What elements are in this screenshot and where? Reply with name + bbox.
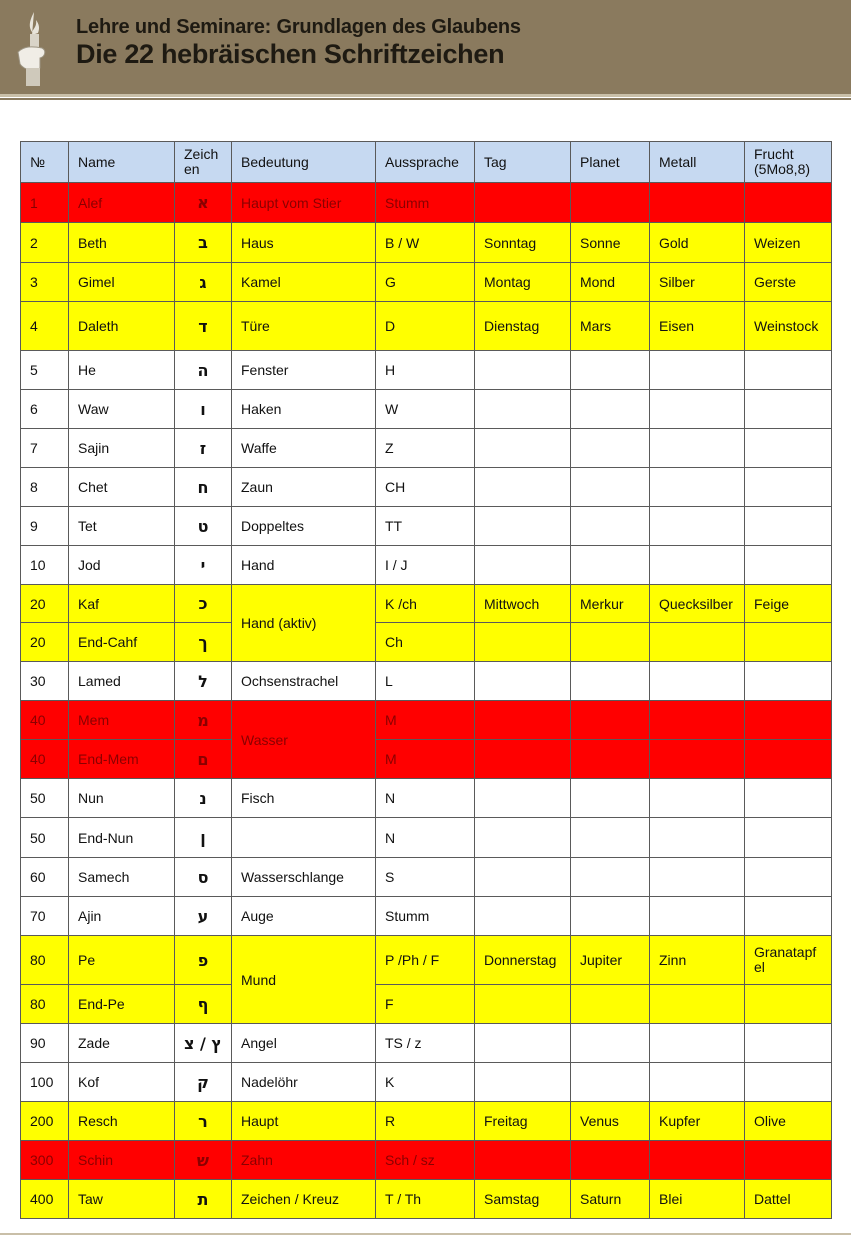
table-cell xyxy=(745,740,832,779)
table-cell xyxy=(650,858,745,897)
table-cell: 50 xyxy=(21,818,69,858)
table-cell xyxy=(571,1141,650,1180)
table-row xyxy=(21,468,832,507)
table-cell: 10 xyxy=(21,546,69,585)
table-cell: Schin xyxy=(69,1141,175,1180)
table-cell xyxy=(745,897,832,936)
table-cell: 90 xyxy=(21,1024,69,1063)
table-cell: K /ch xyxy=(376,585,475,623)
table-cell: 400 xyxy=(21,1180,69,1219)
table-cell: Pe xyxy=(69,936,175,985)
table-cell: Gerste xyxy=(745,263,832,302)
table-cell: Kof xyxy=(69,1063,175,1102)
table-cell: Venus xyxy=(571,1102,650,1141)
table-row xyxy=(21,1024,832,1063)
table-cell: 7 xyxy=(21,429,69,468)
table-cell xyxy=(571,351,650,390)
table-cell xyxy=(571,1063,650,1102)
table-cell xyxy=(745,858,832,897)
table-row xyxy=(21,263,832,302)
table-cell: Gold xyxy=(650,223,745,263)
table-cell: End-Nun xyxy=(69,818,175,858)
table-cell: Zaun xyxy=(232,468,376,507)
table-row xyxy=(21,429,832,468)
table-cell: Haus xyxy=(232,223,376,263)
table-cell xyxy=(745,779,832,818)
table-cell: B / W xyxy=(376,223,475,263)
table-cell: Samech xyxy=(69,858,175,897)
table-cell: Fisch xyxy=(232,779,376,818)
table-cell: ק xyxy=(175,1063,232,1102)
table-cell xyxy=(571,468,650,507)
table-cell xyxy=(475,507,571,546)
table-cell: K xyxy=(376,1063,475,1102)
table-row xyxy=(21,662,832,701)
column-header: Aussprache xyxy=(376,142,475,183)
table-cell: Wasserschlange xyxy=(232,858,376,897)
table-cell: D xyxy=(376,302,475,351)
table-cell: 80 xyxy=(21,985,69,1024)
table-cell: Daleth xyxy=(69,302,175,351)
table-cell: Olive xyxy=(745,1102,832,1141)
table-cell: ך xyxy=(175,623,232,662)
table-cell: Montag xyxy=(475,263,571,302)
table-cell: TT xyxy=(376,507,475,546)
table-cell xyxy=(650,779,745,818)
table-cell: S xyxy=(376,858,475,897)
header-divider xyxy=(0,98,851,100)
table-cell xyxy=(571,779,650,818)
table-row xyxy=(21,779,832,818)
table-cell: כ xyxy=(175,585,232,623)
table-cell: Haken xyxy=(232,390,376,429)
table-cell: Silber xyxy=(650,263,745,302)
table-cell xyxy=(650,662,745,701)
table-cell: Sch / sz xyxy=(376,1141,475,1180)
table-cell: א xyxy=(175,183,232,223)
table-cell: Beth xyxy=(69,223,175,263)
table-cell xyxy=(650,1024,745,1063)
table-cell xyxy=(650,1063,745,1102)
table-cell: Nadelöhr xyxy=(232,1063,376,1102)
page-title: Die 22 hebräischen Schriftzeichen xyxy=(76,39,505,69)
table-cell xyxy=(650,985,745,1024)
table-cell xyxy=(745,1024,832,1063)
table-cell xyxy=(571,818,650,858)
table-cell: Taw xyxy=(69,1180,175,1219)
table-cell: Stumm xyxy=(376,897,475,936)
table-cell: ם xyxy=(175,740,232,779)
table-cell: ז xyxy=(175,429,232,468)
table-cell xyxy=(650,390,745,429)
table-cell xyxy=(571,429,650,468)
column-header: Frucht (5Mo8,8) xyxy=(745,142,832,183)
table-cell: Alef xyxy=(69,183,175,223)
table-cell xyxy=(650,429,745,468)
table-cell: Quecksilber xyxy=(650,585,745,623)
table-cell xyxy=(650,1141,745,1180)
table-cell: י xyxy=(175,546,232,585)
table-cell xyxy=(745,390,832,429)
table-cell xyxy=(745,183,832,223)
table-cell: Zeichen / Kreuz xyxy=(232,1180,376,1219)
table-cell: ט xyxy=(175,507,232,546)
table-cell: מ xyxy=(175,701,232,740)
column-header: Planet xyxy=(571,142,650,183)
table-cell: Ajin xyxy=(69,897,175,936)
table-cell: 30 xyxy=(21,662,69,701)
table-cell xyxy=(475,985,571,1024)
table-cell: 40 xyxy=(21,740,69,779)
table-cell: Dattel xyxy=(745,1180,832,1219)
column-header: Metall xyxy=(650,142,745,183)
footer-divider xyxy=(0,1233,851,1235)
table-cell: Z xyxy=(376,429,475,468)
table-cell: Granatapf el xyxy=(745,936,832,985)
table-cell: Hand xyxy=(232,546,376,585)
table-cell: Fenster xyxy=(232,351,376,390)
table-row xyxy=(21,818,832,858)
table-cell xyxy=(745,1063,832,1102)
table-cell: P /Ph / F xyxy=(376,936,475,985)
table-row xyxy=(21,623,832,662)
table-cell: M xyxy=(376,701,475,740)
table-cell: ס xyxy=(175,858,232,897)
table-row xyxy=(21,302,832,351)
table-cell: Resch xyxy=(69,1102,175,1141)
table-cell: CH xyxy=(376,468,475,507)
table-cell xyxy=(232,818,376,858)
table-cell xyxy=(650,546,745,585)
table-cell: 8 xyxy=(21,468,69,507)
table-cell: Eisen xyxy=(650,302,745,351)
table-row xyxy=(21,390,832,429)
table-row xyxy=(21,985,832,1024)
table-row xyxy=(21,507,832,546)
table-cell: Kupfer xyxy=(650,1102,745,1141)
table-cell: 300 xyxy=(21,1141,69,1180)
table-cell: W xyxy=(376,390,475,429)
table-cell: Ch xyxy=(376,623,475,662)
table-cell: Saturn xyxy=(571,1180,650,1219)
table-cell: G xyxy=(376,263,475,302)
table-cell: N xyxy=(376,818,475,858)
table-cell: 2 xyxy=(21,223,69,263)
table-cell: 80 xyxy=(21,936,69,985)
table-cell: Weinstock xyxy=(745,302,832,351)
table-cell: F xyxy=(376,985,475,1024)
table-cell: 5 xyxy=(21,351,69,390)
table-row xyxy=(21,740,832,779)
table-cell xyxy=(650,507,745,546)
table-cell xyxy=(571,507,650,546)
table-cell: M xyxy=(376,740,475,779)
table-cell: Mond xyxy=(571,263,650,302)
table-cell: Kaf xyxy=(69,585,175,623)
table-cell: TS / z xyxy=(376,1024,475,1063)
table-cell xyxy=(650,701,745,740)
table-cell: Zade xyxy=(69,1024,175,1063)
table-row xyxy=(21,1141,832,1180)
table-cell xyxy=(475,740,571,779)
table-cell xyxy=(475,468,571,507)
table-cell xyxy=(571,662,650,701)
table-cell xyxy=(571,546,650,585)
table-cell: Freitag xyxy=(475,1102,571,1141)
table-cell xyxy=(571,897,650,936)
table-cell xyxy=(650,818,745,858)
table-cell: 6 xyxy=(21,390,69,429)
table-cell xyxy=(745,985,832,1024)
table-cell xyxy=(745,623,832,662)
table-row xyxy=(21,223,832,263)
table-cell xyxy=(475,1063,571,1102)
table-cell xyxy=(650,623,745,662)
table-cell: Zahn xyxy=(232,1141,376,1180)
table-cell: Ochsenstrachel xyxy=(232,662,376,701)
table-cell: Sajin xyxy=(69,429,175,468)
table-cell: Mund xyxy=(232,936,376,1024)
table-cell xyxy=(475,858,571,897)
table-cell xyxy=(650,740,745,779)
table-cell xyxy=(475,818,571,858)
table-cell: 50 xyxy=(21,779,69,818)
table-cell: Waw xyxy=(69,390,175,429)
table-cell xyxy=(571,390,650,429)
table-cell: Mars xyxy=(571,302,650,351)
table-cell: Blei xyxy=(650,1180,745,1219)
table-cell: נ xyxy=(175,779,232,818)
table-cell: Sonntag xyxy=(475,223,571,263)
table-cell: Türe xyxy=(232,302,376,351)
table-cell xyxy=(475,390,571,429)
table-cell: Stumm xyxy=(376,183,475,223)
table-row xyxy=(21,1102,832,1141)
table-cell: He xyxy=(69,351,175,390)
table-cell: 20 xyxy=(21,623,69,662)
column-header: Tag xyxy=(475,142,571,183)
table-cell: R xyxy=(376,1102,475,1141)
table-row xyxy=(21,351,832,390)
table-cell: ן xyxy=(175,818,232,858)
table-cell: 70 xyxy=(21,897,69,936)
table-cell xyxy=(745,507,832,546)
table-cell: Gimel xyxy=(69,263,175,302)
table-cell: End-Cahf xyxy=(69,623,175,662)
table-cell: Doppeltes xyxy=(232,507,376,546)
table-cell xyxy=(475,701,571,740)
table-cell: Jupiter xyxy=(571,936,650,985)
table-cell: 4 xyxy=(21,302,69,351)
table-cell: I / J xyxy=(376,546,475,585)
table-cell xyxy=(745,546,832,585)
table-cell xyxy=(571,858,650,897)
table-cell: Tet xyxy=(69,507,175,546)
table-cell: Feige xyxy=(745,585,832,623)
table-cell xyxy=(475,183,571,223)
table-cell xyxy=(475,1141,571,1180)
table-cell xyxy=(475,1024,571,1063)
letters-table xyxy=(20,141,832,1219)
table-cell: Sonne xyxy=(571,223,650,263)
table-cell: 200 xyxy=(21,1102,69,1141)
table-row xyxy=(21,183,832,223)
table-cell xyxy=(745,429,832,468)
table-cell: Hand (aktiv) xyxy=(232,585,376,662)
table-cell: 60 xyxy=(21,858,69,897)
table-cell xyxy=(475,897,571,936)
table-cell: Donnerstag xyxy=(475,936,571,985)
table-cell xyxy=(745,351,832,390)
table-row xyxy=(21,1063,832,1102)
table-cell: ה xyxy=(175,351,232,390)
table-cell xyxy=(571,740,650,779)
table-cell: N xyxy=(376,779,475,818)
table-row xyxy=(21,897,832,936)
table-cell xyxy=(571,985,650,1024)
table-cell: Chet xyxy=(69,468,175,507)
table-cell: 40 xyxy=(21,701,69,740)
table-cell xyxy=(475,351,571,390)
table-cell xyxy=(745,1141,832,1180)
table-cell: ד xyxy=(175,302,232,351)
table-cell: Auge xyxy=(232,897,376,936)
table-cell: ץ / צ xyxy=(175,1024,232,1063)
column-header: Zeich en xyxy=(175,142,232,183)
table-cell: 1 xyxy=(21,183,69,223)
table-cell xyxy=(475,429,571,468)
table-cell: Wasser xyxy=(232,701,376,779)
table-cell: 3 xyxy=(21,263,69,302)
table-cell xyxy=(475,546,571,585)
table-cell xyxy=(650,897,745,936)
table-cell xyxy=(650,183,745,223)
table-cell: ו xyxy=(175,390,232,429)
table-cell: 20 xyxy=(21,585,69,623)
table-cell: T / Th xyxy=(376,1180,475,1219)
table-cell xyxy=(745,468,832,507)
table-cell: ף xyxy=(175,985,232,1024)
header-divider xyxy=(0,94,851,97)
table-cell: Mem xyxy=(69,701,175,740)
table-cell: Kamel xyxy=(232,263,376,302)
table-cell: Nun xyxy=(69,779,175,818)
table-cell: ג xyxy=(175,263,232,302)
table-cell: Weizen xyxy=(745,223,832,263)
table-cell: Haupt xyxy=(232,1102,376,1141)
column-header: Bedeutung xyxy=(232,142,376,183)
table-cell: Samstag xyxy=(475,1180,571,1219)
table-row xyxy=(21,1180,832,1219)
table-cell: Angel xyxy=(232,1024,376,1063)
table-cell: ל xyxy=(175,662,232,701)
table-row xyxy=(21,701,832,740)
table-cell xyxy=(571,701,650,740)
table-header-row xyxy=(21,142,832,183)
table-cell xyxy=(571,1024,650,1063)
table-cell: ר xyxy=(175,1102,232,1141)
table-cell: Merkur xyxy=(571,585,650,623)
table-cell: H xyxy=(376,351,475,390)
table-cell xyxy=(745,818,832,858)
table-cell: Zinn xyxy=(650,936,745,985)
table-cell: Waffe xyxy=(232,429,376,468)
page-subtitle: Lehre und Seminare: Grundlagen des Glaubens xyxy=(76,16,521,38)
table-cell xyxy=(475,779,571,818)
table-cell xyxy=(745,701,832,740)
page-header xyxy=(0,0,851,94)
table-cell: End-Pe xyxy=(69,985,175,1024)
table-cell: Dienstag xyxy=(475,302,571,351)
table-cell xyxy=(571,183,650,223)
table-cell: ב xyxy=(175,223,232,263)
table-cell: Jod xyxy=(69,546,175,585)
table-cell: ש xyxy=(175,1141,232,1180)
table-cell: ע xyxy=(175,897,232,936)
column-header: Name xyxy=(69,142,175,183)
torch-hand-icon xyxy=(10,8,58,88)
table-cell xyxy=(650,468,745,507)
table-cell xyxy=(475,623,571,662)
table-cell xyxy=(745,662,832,701)
table-cell xyxy=(650,351,745,390)
column-header: № xyxy=(21,142,69,183)
table-row xyxy=(21,936,832,985)
table-cell: L xyxy=(376,662,475,701)
table-row xyxy=(21,858,832,897)
table-cell: פ xyxy=(175,936,232,985)
table-cell: 100 xyxy=(21,1063,69,1102)
table-cell xyxy=(475,662,571,701)
table-cell xyxy=(571,623,650,662)
table-cell: ח xyxy=(175,468,232,507)
table-row xyxy=(21,585,832,623)
table-cell: ת xyxy=(175,1180,232,1219)
table-cell: Mittwoch xyxy=(475,585,571,623)
table-row xyxy=(21,546,832,585)
table-cell: 9 xyxy=(21,507,69,546)
table-cell: Haupt vom Stier xyxy=(232,183,376,223)
table-cell: End-Mem xyxy=(69,740,175,779)
table-cell: Lamed xyxy=(69,662,175,701)
